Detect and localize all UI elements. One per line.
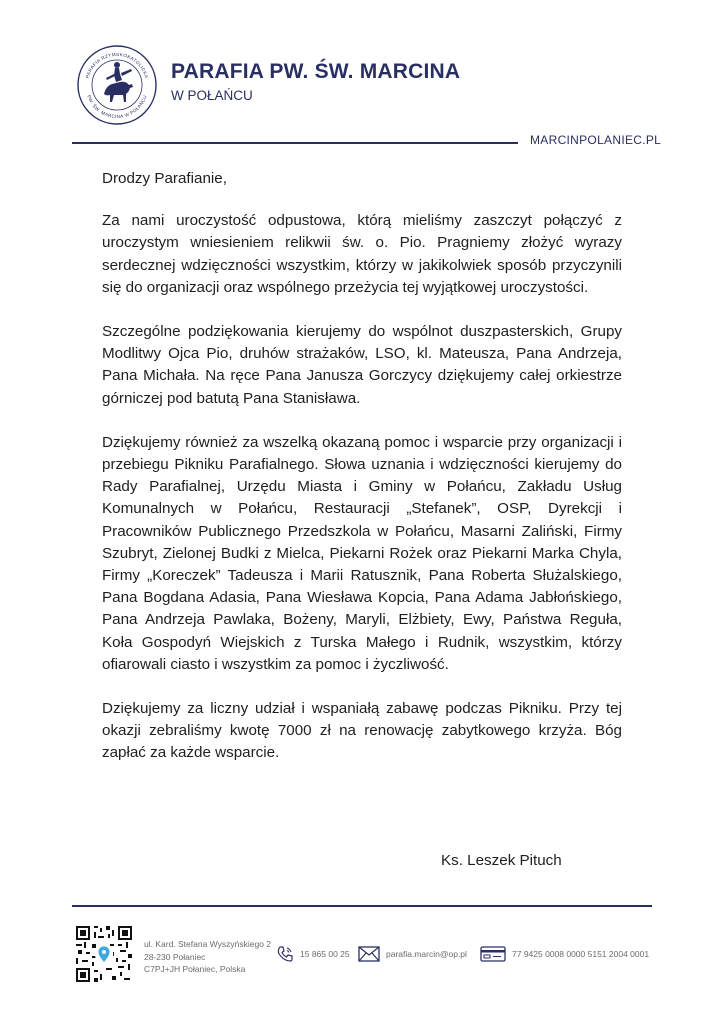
parish-name: PARAFIA PW. ŚW. MARCINA bbox=[171, 60, 461, 83]
logo-text-bottom: PW. ŚW. MARCINA W POŁAŃCU bbox=[86, 94, 148, 120]
bank-card-icon bbox=[480, 946, 506, 962]
address-city: 28-230 Połaniec bbox=[144, 951, 206, 962]
paragraph-3: Dziękujemy również za wszelką okazaną pomoc i wsparcie przy organizacji i przebiegu Pikniku Parafialnego. Słowa uznania i wdzięczności kierujemy do Rady Parafialnej, Urzędu Miasta i Gminy w Połańcu, Zakładu Usług Komunalnych w Połańcu, Restauracji „Stefanek”, OSP, Dyrekcji i Pracowników Publicznego Przedszkola w Połańcu, Masarni Zaliński, Firmy Szubryt, Zielonej Budki z Mielca, Piekarni Rożek oraz Piekarni Marka Chyla, Firmy „Koreczek” Tadeusza i Marii Ratusznik, Pana Roberta Służalskiego, Pana Bogdana Adasia, Pana Wiesława Kopcia, Pana Adama Jabłońskiego, Pana Andrzeja Pawlaka, Bożeny, Maryli, Elżbiety, Ewy, Państwa Reguła, Koła Gospodyń Wiejskich z Turska Małego i Rudnik, wszystkim, którzy ofiarowali ciasto i wszystkim za pomoc i życzliwość. bbox=[102, 433, 622, 673]
logo-text-top: PARAFIA RZYMSKOKATOLICKA bbox=[84, 51, 150, 79]
phone-icon bbox=[276, 945, 294, 963]
header-divider bbox=[72, 142, 518, 144]
letter-body bbox=[102, 168, 622, 787]
qr-code-icon[interactable] bbox=[76, 926, 132, 982]
address-street: ul. Kard. Stefana Wyszyńskiego 2 bbox=[144, 939, 272, 949]
paragraph-2: Szczególne podziękowania kierujemy do wspólnot duszpasterskich, Grupy Modlitwy Ojca Pio, druhów strażaków, LSO, kl. Mateusza, Pana Andrzeja, Pana Michała. Na ręce Pana Janusza Gorczycy dziękujemy całej orkiestrze górniczej pod batutą Pana Stanisława. bbox=[102, 323, 622, 407]
parish-logo bbox=[76, 44, 158, 126]
email-contact[interactable] bbox=[358, 944, 467, 964]
website-link[interactable]: MARCINPOLANIEC.PL bbox=[530, 133, 662, 147]
signature: Ks. Leszek Pituch bbox=[441, 852, 562, 869]
bank-account-contact bbox=[480, 944, 649, 964]
address-block bbox=[144, 938, 271, 976]
phone-contact[interactable] bbox=[276, 944, 350, 964]
letterhead bbox=[0, 0, 724, 160]
email-icon bbox=[358, 946, 380, 962]
footer-divider bbox=[72, 905, 652, 907]
bank-account-number: 77 9425 0008 0000 5151 2004 0001 bbox=[512, 949, 650, 959]
greeting: Drodzy Parafianie, bbox=[102, 170, 227, 187]
phone-number: 15 865 00 25 bbox=[300, 949, 350, 959]
paragraph-1: Za nami uroczystość odpustowa, którą mieliśmy zaszczyt połączyć z uroczystym wniesieniem relikwii św. o. Pio. Pragniemy złożyć wyrazy serdecznej wdzięczności wszystkim, którzy w jakikolwiek sposób przyczynili się do organizacji oraz wspólnego przeżycia tej wyjątkowej uroczystości. bbox=[102, 212, 622, 296]
address-pluscode: C7PJ+JH Połaniec, Polska bbox=[144, 964, 246, 974]
paragraph-4: Dziękujemy za liczny udział i wspaniałą zabawę podczas Pikniku. Przy tej okazji zebraliśmy kwotę 7000 zł na renowację zabytkowego krzyża. Bóg zapłać za każde wsparcie. bbox=[102, 700, 622, 762]
parish-location: W POŁAŃCU bbox=[171, 88, 253, 103]
email-address: parafia.marcin@op.pl bbox=[386, 949, 467, 959]
